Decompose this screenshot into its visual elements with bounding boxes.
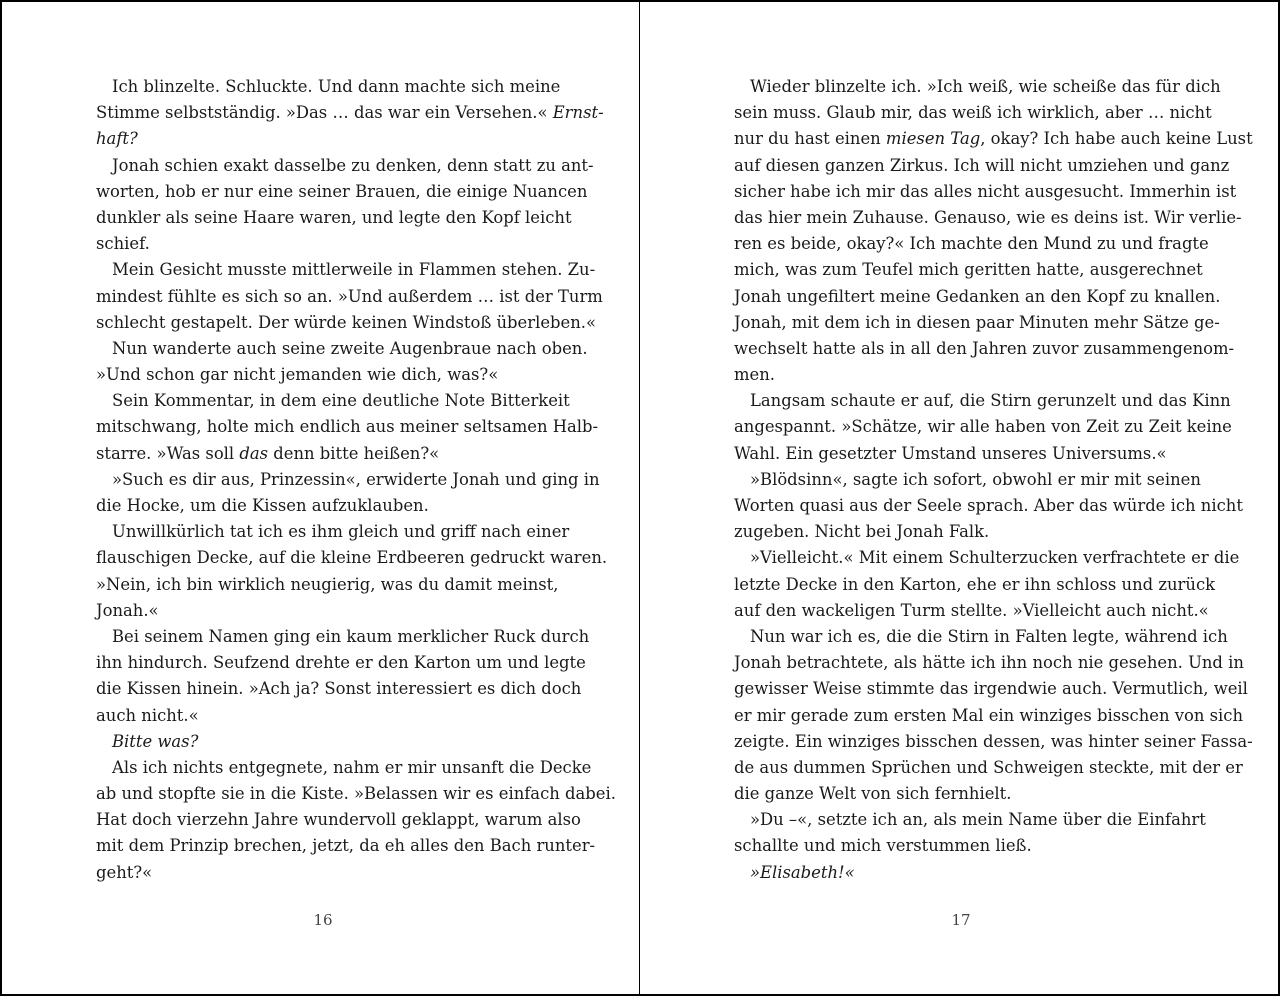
line-text: Jonah schien exakt dasselbe zu denken, denn statt zu ant- [112,155,594,175]
text-line [96,807,581,833]
line-text: wechselt hatte als in all den Jahren zuvor zusammengenom- [734,338,1235,358]
text-line [96,650,586,676]
line-text: angespannt. »Schätze, wir alle haben von Zeit zu Zeit keine [734,417,1232,437]
text-line [734,755,1243,781]
text-line [96,833,596,859]
line-text: Stimme selbstständig. »Das … das war ein Versehen.« [96,103,553,123]
line-text: Ich blinzelte. Schluckte. Und dann machte sich meine [112,77,561,96]
line-text: Wieder blinzelte ich. »Ich weiß, wie scheiße das für dich [750,77,1221,96]
text-line [96,362,548,388]
text-line [96,493,548,519]
line-emphasis: das [239,443,269,463]
line-text: er mir gerade zum ersten Mal ein winziges bisschen von sich [734,705,1243,725]
line-text: Hat doch vierzehn Jahre wundervoll geklappt, warum also [96,810,581,830]
line-text: die Hocke, um die Kissen aufzuklauben. [96,496,429,515]
text-line [734,441,1186,467]
text-line [734,362,1186,388]
line-text: das hier mein Zuhause. Genauso, wie es deins ist. Wir verlie- [734,207,1242,227]
text-line [96,336,588,362]
line-text: Jonah ungefiltert meine Gedanken an den Kopf zu knallen. [734,286,1221,306]
line-text: dunkler als seine Haare waren, und legte den Kopf leicht [96,207,572,227]
text-line [96,676,582,702]
line-text: sein muss. Glaub mir, das weiß ich wirklich, aber … nicht [734,103,1212,123]
line-text: flauschigen Decke, auf die kleine Erdbeeren gedruckt waren. [96,548,608,568]
text-line [734,860,1186,886]
text-line [96,572,559,598]
text-line [96,126,548,152]
line-text: schlecht gestapelt. Der würde keinen Windstoß überleben.« [96,312,597,332]
text-line [734,231,1209,257]
text-line [734,572,1216,598]
text-line [734,205,1242,231]
text-line [96,598,548,624]
line-emphasis: »Elisabeth!« [750,862,855,882]
line-text-tail: , okay? Ich habe auch keine Lust [980,129,1253,149]
text-line [96,179,588,205]
text-line [734,650,1244,676]
text-line [734,729,1253,755]
line-text: geht?« [96,862,153,882]
text-line [96,755,592,781]
text-line [96,545,608,571]
line-text: ab und stopfte sie in die Kiste. »Belassen wir es einfach dabei. [96,784,616,804]
text-line [96,284,603,310]
text-line [96,781,616,807]
line-text: Jonah.« [96,600,159,620]
line-text: Worten quasi aus der Seele sprach. Aber das würde ich nicht [734,496,1243,515]
line-emphasis: haft? [96,129,138,149]
line-text: Jonah betrachtete, als hätte ich ihn noch nie gesehen. Und in [734,653,1244,673]
text-line [734,74,1221,100]
text-line [734,519,1186,545]
text-line [96,388,570,414]
line-text: ren es beide, okay?« Ich machte den Mund zu und fragte [734,234,1209,254]
text-line [734,493,1243,519]
line-text: sicher habe ich mir das alles nicht ausgesucht. Immerhin ist [734,181,1237,201]
text-line [734,153,1230,179]
line-text: »Such es dir aus, Prinzessin«, erwiderte Jonah und ging in [112,469,600,489]
line-text: Nun wanderte auch seine zweite Augenbraue nach oben. [112,338,588,358]
line-emphasis: Ernst- [552,103,604,123]
text-line [734,624,1228,650]
text-line [96,414,599,440]
line-text: de aus dummen Sprüchen und Schweigen steckte, mit der er [734,757,1243,777]
line-text: starre. »Was soll [96,443,240,463]
text-line [96,205,572,231]
text-line [734,703,1243,729]
text-line [734,676,1248,702]
line-emphasis: miesen Tag [885,129,981,149]
left-page-number: 16 [313,911,333,929]
line-text: auf den wackeligen Turm stellte. »Vielleicht auch nicht.« [734,600,1209,620]
text-line [96,74,561,100]
line-text: zugeben. Nicht bei Jonah Falk. [734,522,990,542]
left-page-text [96,74,616,886]
line-text: Bei seinem Namen ging ein kaum merklicher Ruck durch [112,626,590,646]
line-text: nur du hast einen [734,129,886,149]
right-page [640,0,1280,996]
line-text: zeigte. Ein winziges bisschen dessen, was hinter seiner Fassa- [734,731,1253,751]
text-line [96,519,570,545]
text-line [96,257,596,283]
line-text: mit dem Prinzip brechen, jetzt, da eh alles den Bach runter- [96,836,596,856]
text-line [734,257,1203,283]
line-text: Langsam schaute er auf, die Stirn gerunzelt und das Kinn [750,391,1231,411]
line-text: »Vielleicht.« Mit einem Schulterzucken verfrachtete er die [750,548,1240,568]
text-line [734,545,1240,571]
line-text: Als ich nichts entgegnete, nahm er mir unsanft die Decke [112,757,592,777]
text-line [96,153,594,179]
line-text: »Blödsinn«, sagte ich sofort, obwohl er mir mit seinen [750,469,1201,489]
line-text: letzte Decke in den Karton, ehe er ihn schloss und zurück [734,574,1216,594]
line-emphasis: Bitte was? [112,731,199,751]
line-text: die Kissen hinein. »Ach ja? Sonst interessiert es dich doch [96,679,582,699]
text-line [734,598,1209,624]
line-text: mich, was zum Teufel mich geritten hatte, ausgerechnet [734,260,1203,280]
text-line [734,100,1212,126]
text-line [734,336,1235,362]
line-text: Unwillkürlich tat ich es ihm gleich und griff nach einer [112,522,570,542]
text-line [96,441,548,467]
line-text: Wahl. Ein gesetzter Umstand unseres Universums.« [734,443,1167,463]
line-text: ihn hindurch. Seufzend drehte er den Karton um und legte [96,653,586,673]
line-text-tail: denn bitte heißen?« [268,443,440,463]
line-text: die ganze Welt von sich fernhielt. [734,784,1012,804]
line-text: mitschwang, holte mich endlich aus meiner seltsamen Halb- [96,417,599,437]
text-line [96,310,597,336]
line-text: Jonah, mit dem ich in diesen paar Minuten mehr Sätze ge- [734,312,1220,332]
line-text: »Du –«, setzte ich an, als mein Name über die Einfahrt [750,810,1206,830]
line-text: Nun war ich es, die die Stirn in Falten legte, während ich [750,626,1228,646]
text-line [96,467,600,493]
line-text: auf diesen ganzen Zirkus. Ich will nicht umziehen und ganz [734,155,1230,175]
text-line [96,729,548,755]
text-line [734,179,1237,205]
line-text: worten, hob er nur eine seiner Brauen, die einige Nuancen [96,181,588,201]
text-line [734,126,1253,152]
line-text: Mein Gesicht musste mittlerweile in Flammen stehen. Zu- [112,260,596,280]
line-text: schallte und mich verstummen ließ. [734,836,1032,856]
text-line [734,310,1220,336]
line-text: Sein Kommentar, in dem eine deutliche Note Bitterkeit [112,391,570,411]
line-text: »Nein, ich bin wirklich neugierig, was du damit meinst, [96,574,559,594]
text-line [734,833,1186,859]
text-line [734,388,1231,414]
line-text: gewisser Weise stimmte das irgendwie auch. Vermutlich, weil [734,679,1248,699]
text-line [96,624,590,650]
text-line [96,231,548,257]
text-line [96,703,548,729]
text-line [734,807,1206,833]
text-line [96,100,604,126]
line-text: schief. [96,234,150,254]
line-text: »Und schon gar nicht jemanden wie dich, was?« [96,365,499,385]
text-line [734,467,1201,493]
text-line [734,781,1186,807]
right-page-text [734,74,1253,886]
text-line [96,860,548,886]
line-text: men. [734,365,776,385]
line-text: mindest fühlte es sich so an. »Und außerdem … ist der Turm [96,286,603,306]
right-page-number: 17 [951,911,971,929]
line-text: auch nicht.« [96,705,199,725]
text-line [734,414,1232,440]
text-line [734,284,1221,310]
